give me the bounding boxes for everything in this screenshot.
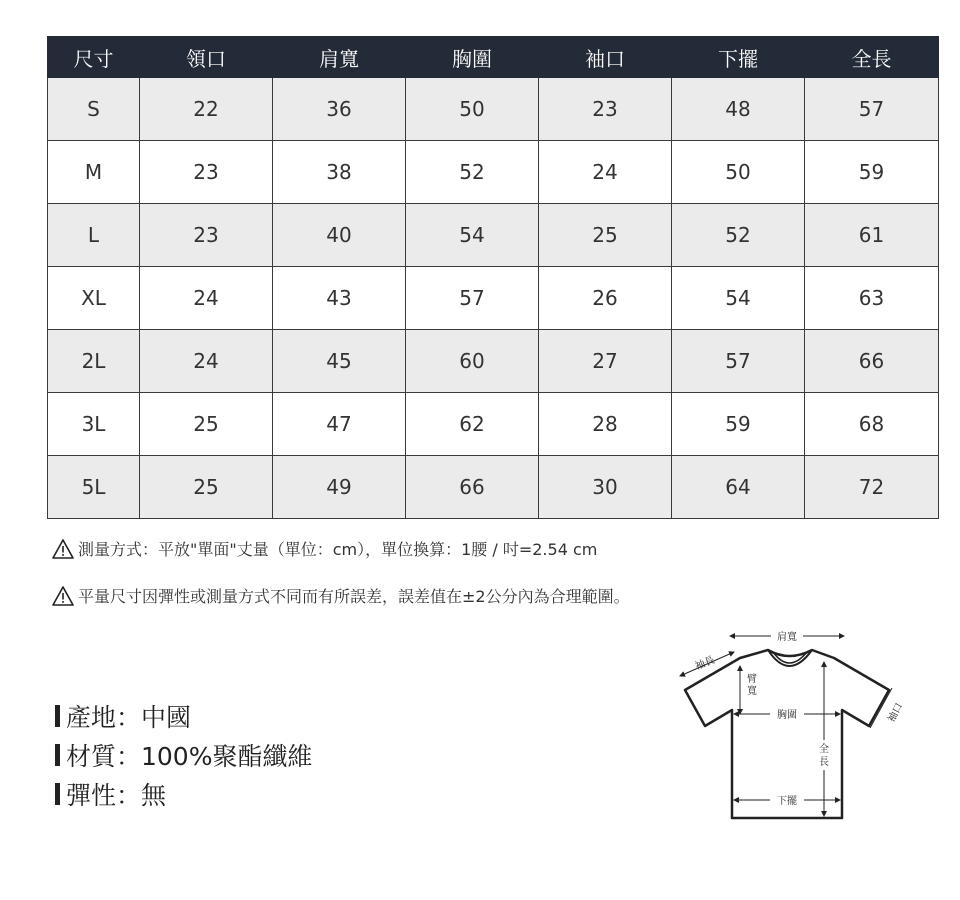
table-row — [48, 141, 939, 204]
size-label-cell: M — [48, 141, 140, 204]
spec-material — [55, 737, 312, 773]
measurement-cell: 25 — [140, 456, 273, 519]
spec-origin — [55, 698, 191, 734]
measurement-cell: 57 — [672, 330, 805, 393]
size-label-cell: XL — [48, 267, 140, 330]
measurement-cell: 43 — [273, 267, 406, 330]
measurement-cell: 72 — [805, 456, 939, 519]
measurement-cell: 24 — [140, 330, 273, 393]
measurement-cell: 57 — [805, 78, 939, 141]
spec-bullet — [55, 744, 60, 766]
table-row — [48, 393, 939, 456]
size-label-cell: 2L — [48, 330, 140, 393]
column-header: 尺寸 — [48, 37, 140, 78]
tshirt-outline — [685, 650, 889, 818]
note-measure-method — [52, 537, 597, 560]
measurement-cell: 59 — [672, 393, 805, 456]
measurement-cell: 23 — [539, 78, 672, 141]
warning-icon — [52, 586, 74, 606]
measurement-cell: 60 — [406, 330, 539, 393]
table-row — [48, 330, 939, 393]
column-header: 袖口 — [539, 37, 672, 78]
measurement-cell: 62 — [406, 393, 539, 456]
measurement-cell: 22 — [140, 78, 273, 141]
size-label-cell: S — [48, 78, 140, 141]
measurement-cell: 38 — [273, 141, 406, 204]
diagram-label-arm-width-2: 寬 — [747, 686, 757, 697]
size-label-cell: L — [48, 204, 140, 267]
measurement-cell: 23 — [140, 204, 273, 267]
column-header: 全長 — [805, 37, 939, 78]
measurement-cell: 36 — [273, 78, 406, 141]
measurement-cell: 24 — [140, 267, 273, 330]
table-row — [48, 267, 939, 330]
measurement-cell: 25 — [140, 393, 273, 456]
measurement-cell: 25 — [539, 204, 672, 267]
diagram-label-sleeve-length: 袖長 — [693, 654, 717, 673]
measurement-cell: 50 — [672, 141, 805, 204]
table-body — [48, 78, 939, 519]
note-tolerance-text: 平量尺寸因彈性或測量方式不同而有所誤差，誤差值在±2公分內為合理範圍。 — [78, 587, 630, 606]
measurement-cell: 48 — [672, 78, 805, 141]
spec-elasticity-text: 彈性：無 — [66, 781, 167, 810]
measurement-cell: 47 — [273, 393, 406, 456]
measurement-cell: 66 — [805, 330, 939, 393]
diagram-label-cuff: 袖口 — [886, 701, 906, 725]
table-header-row — [48, 37, 939, 78]
table-row — [48, 456, 939, 519]
column-header: 領口 — [140, 37, 273, 78]
size-table — [47, 36, 939, 519]
diagram-label-length-2: 長 — [819, 757, 829, 768]
tshirt-measurement-diagram — [672, 622, 922, 832]
spec-origin-text: 產地：中國 — [66, 703, 192, 732]
measurement-cell: 61 — [805, 204, 939, 267]
measurement-cell: 64 — [672, 456, 805, 519]
note-measure-text: 測量方式：平放"單面"丈量（單位：cm），單位換算：1腰 / 吋=2.54 cm — [78, 540, 598, 559]
column-header: 下擺 — [672, 37, 805, 78]
spec-bullet — [55, 783, 60, 805]
measurement-cell: 52 — [672, 204, 805, 267]
measurement-cell: 30 — [539, 456, 672, 519]
measurement-cell: 54 — [672, 267, 805, 330]
measurement-cell: 66 — [406, 456, 539, 519]
diagram-label-chest: 胸圍 — [777, 710, 797, 721]
measurement-cell: 59 — [805, 141, 939, 204]
column-header: 肩寬 — [273, 37, 406, 78]
measurement-cell: 40 — [273, 204, 406, 267]
column-header: 胸圍 — [406, 37, 539, 78]
table-row — [48, 78, 939, 141]
note-tolerance — [52, 584, 630, 607]
size-label-cell: 3L — [48, 393, 140, 456]
measurement-cell: 26 — [539, 267, 672, 330]
warning-icon — [52, 539, 74, 559]
measurement-cell: 24 — [539, 141, 672, 204]
measurement-cell: 27 — [539, 330, 672, 393]
diagram-label-arm-width-1: 臂 — [747, 674, 757, 685]
diagram-label-length-1: 全 — [819, 744, 829, 755]
diagram-label-shoulder: 肩寬 — [777, 632, 797, 643]
measurement-cell: 68 — [805, 393, 939, 456]
measurement-cell: 52 — [406, 141, 539, 204]
diagram-label-hem: 下擺 — [777, 796, 797, 807]
measurement-cell: 45 — [273, 330, 406, 393]
measurement-cell: 63 — [805, 267, 939, 330]
measurement-cell: 23 — [140, 141, 273, 204]
spec-bullet — [55, 705, 60, 727]
spec-elasticity — [55, 776, 166, 812]
measurement-cell: 57 — [406, 267, 539, 330]
measurement-cell: 28 — [539, 393, 672, 456]
measurement-cell: 49 — [273, 456, 406, 519]
spec-material-text: 材質：100%聚酯纖維 — [66, 742, 313, 771]
size-label-cell: 5L — [48, 456, 140, 519]
measurement-cell: 50 — [406, 78, 539, 141]
table-row — [48, 204, 939, 267]
measurement-cell: 54 — [406, 204, 539, 267]
